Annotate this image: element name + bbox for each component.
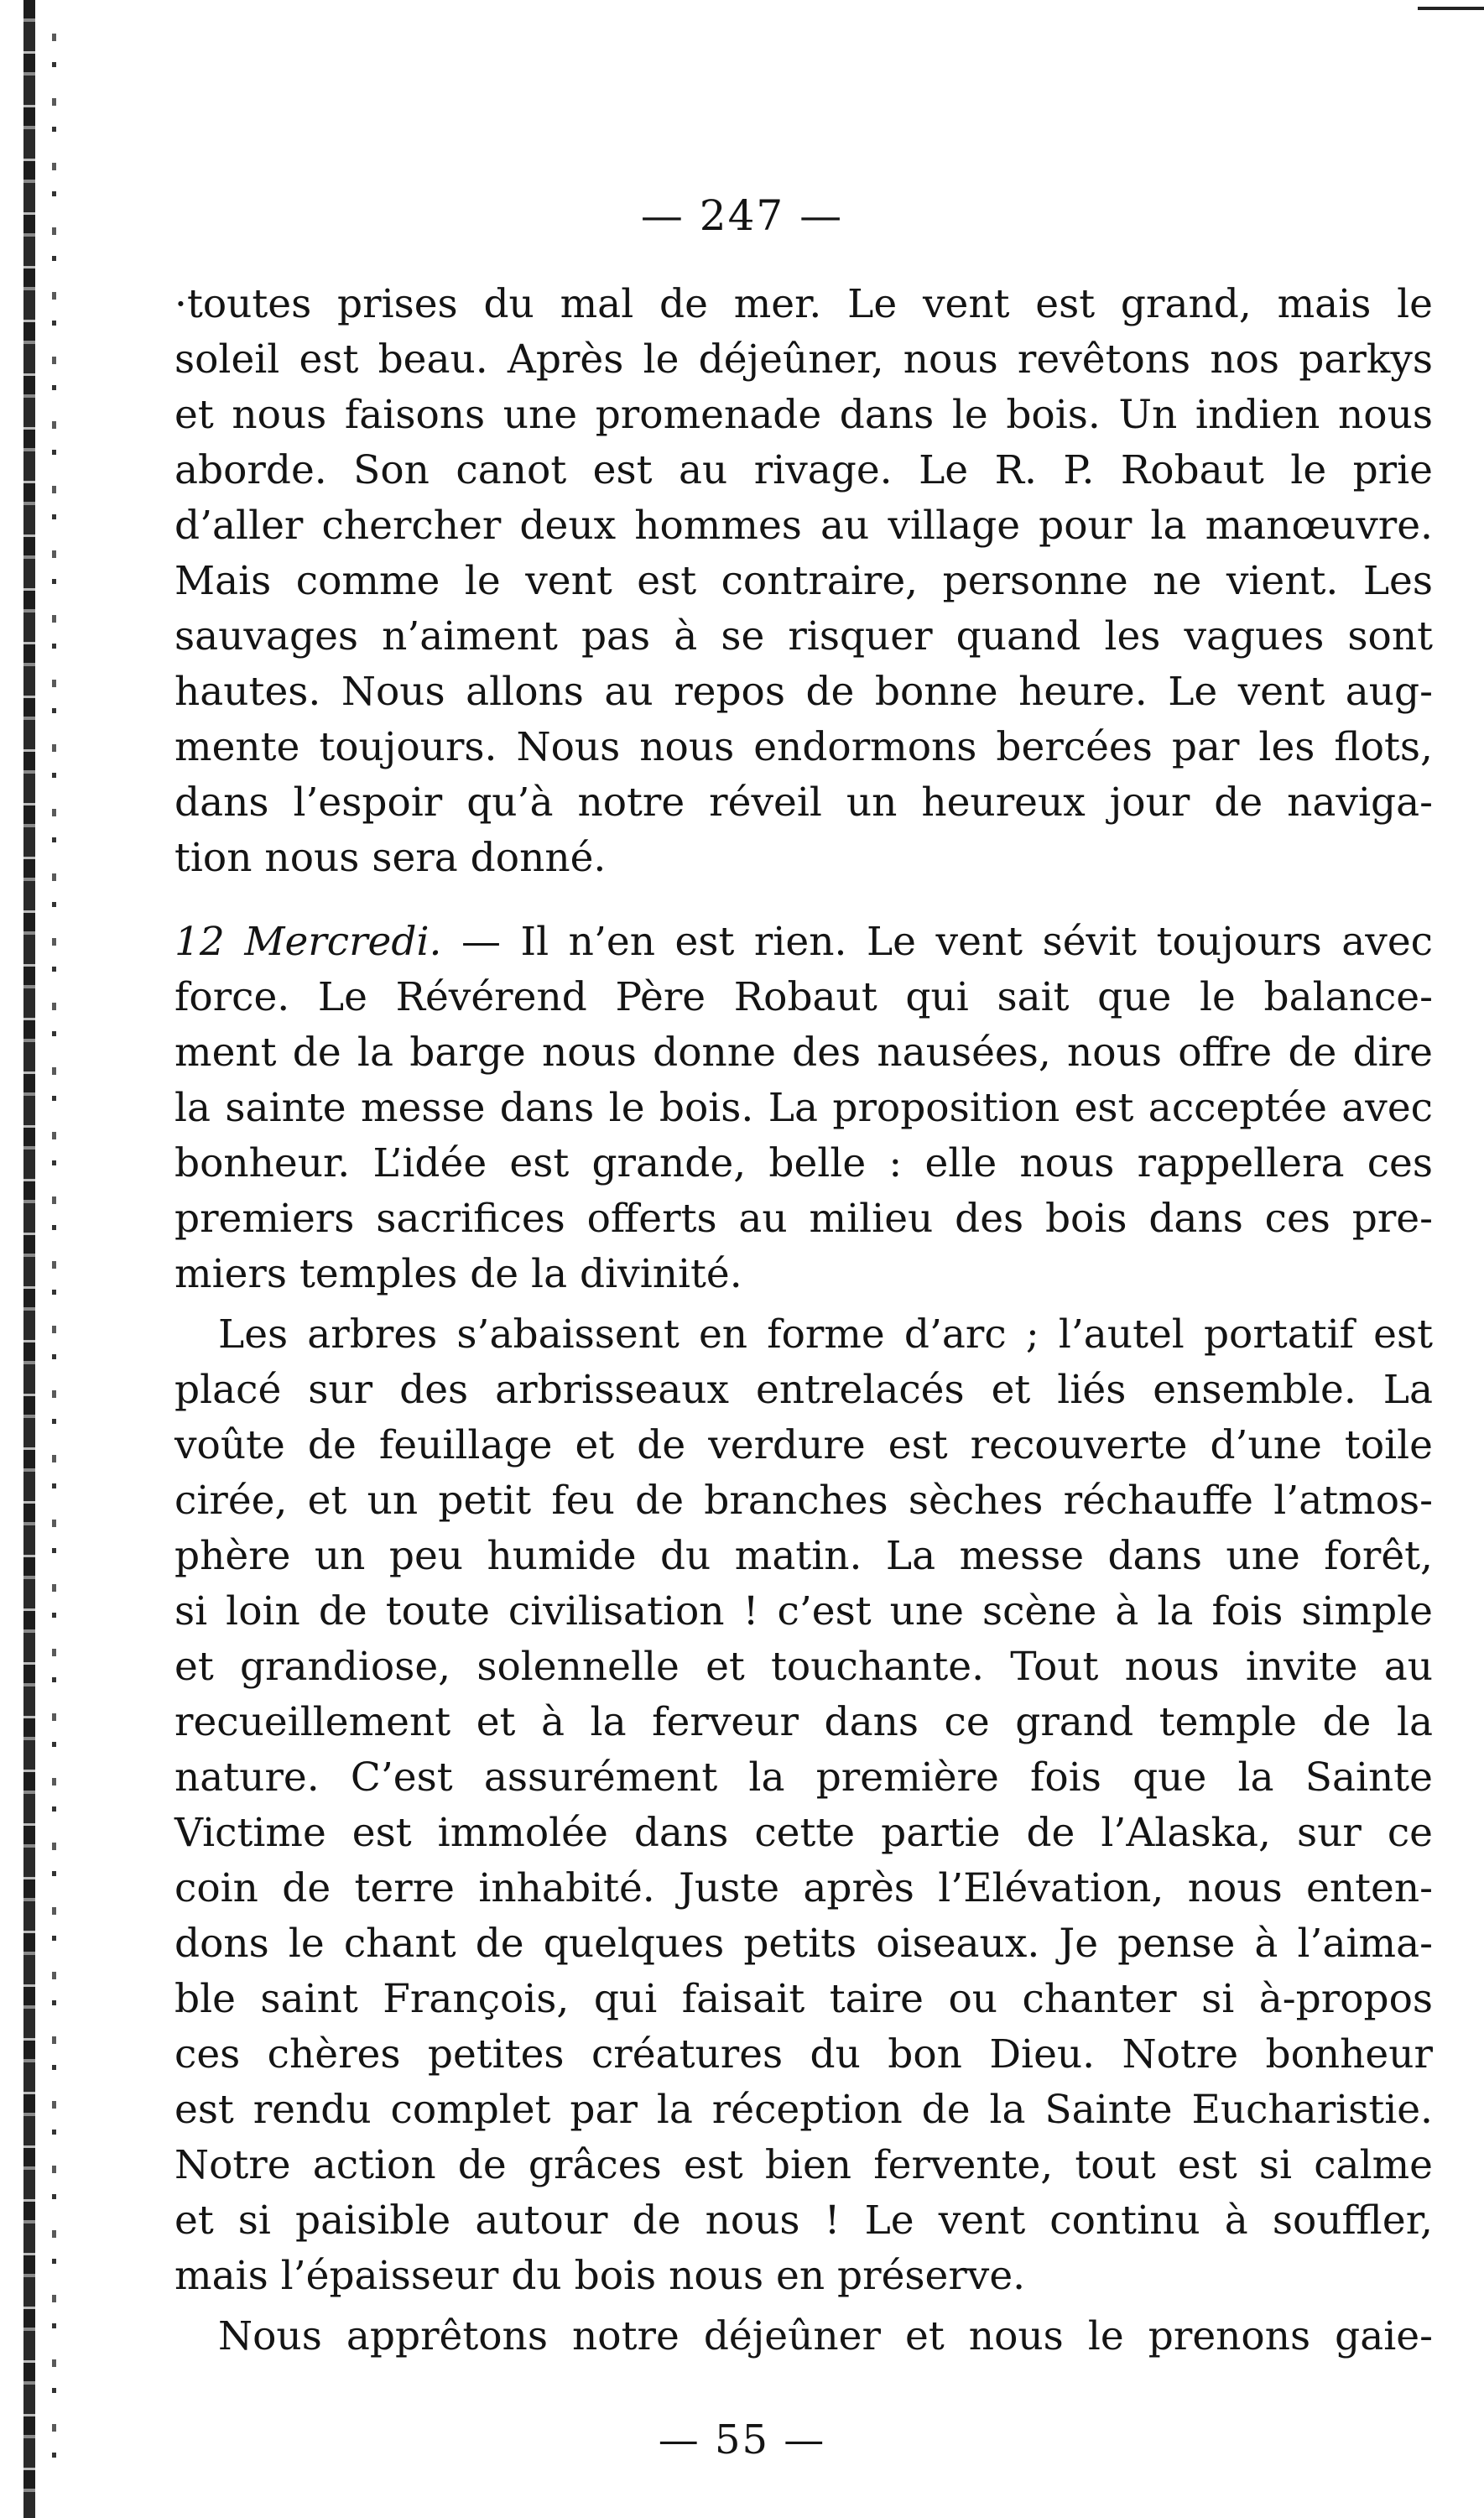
text-line: Mais comme le vent est contraire, personne ne vient. Les	[174, 558, 1433, 604]
date-label: 12 Mercredi.	[174, 919, 442, 965]
paragraph-3	[174, 1307, 1433, 2304]
text-line: force. Le Révérend Père Robaut qui sait que le balance-	[174, 974, 1433, 1020]
text-line: et nous faisons une promenade dans le bois. Un indien nous	[174, 392, 1433, 438]
page-number: — 247 —	[640, 191, 844, 240]
paragraph-2	[174, 915, 1433, 1302]
text-line: tion nous sera donné.	[174, 835, 607, 881]
corner-mark	[1418, 7, 1484, 10]
signature-mark: — 55 —	[658, 2416, 826, 2463]
text-line-dated	[174, 915, 1433, 970]
text-line: bonheur. L’idée est grande, belle : elle nous rappellera ces	[174, 1140, 1433, 1186]
text-line: hautes. Nous allons au repos de bonne heure. Le vent aug-	[174, 669, 1433, 715]
text-line: Les arbres s’abaissent en forme d’arc ; l’autel portatif est	[218, 1311, 1433, 1358]
text-line: nature. C’est assurément la première fois que la Sainte	[174, 1754, 1433, 1801]
body-text	[174, 277, 1433, 2364]
text-fragment: — Il n’en est rien. Le vent sévit toujours avec	[441, 919, 1433, 965]
text-line: sauvages n’aiment pas à se risquer quand les vagues sont	[174, 613, 1433, 659]
text-line: et grandiose, solennelle et touchante. Tout nous invite au	[174, 1644, 1433, 1690]
text-line: ces chères petites créatures du bon Dieu. Notre bonheur	[174, 2031, 1433, 2077]
text-line: si loin de toute civilisation ! c’est une scène à la fois simple	[174, 1588, 1433, 1634]
text-line: ble saint François, qui faisait taire ou chanter si à-propos	[174, 1976, 1433, 2022]
text-line: Victime est immolée dans cette partie de l’Alaska, sur ce	[174, 1810, 1433, 1856]
binding-edge-shadow	[52, 34, 56, 2484]
text-line: cirée, et un petit feu de branches sèches réchauffe l’atmos-	[174, 1478, 1433, 1524]
text-line: voûte de feuillage et de verdure est recouverte d’une toile	[174, 1422, 1433, 1468]
text-line: la sainte messe dans le bois. La proposition est acceptée avec	[174, 1085, 1433, 1131]
text-line: ment de la barge nous donne des nausées, nous offre de dire	[174, 1030, 1433, 1076]
text-line: mente toujours. Nous nous endormons bercées par les flots,	[174, 724, 1433, 770]
text-line: Notre action de grâces est bien fervente, tout est si calme	[174, 2142, 1433, 2188]
text-line: coin de terre inhabité. Juste après l’Elévation, nous enten-	[174, 1865, 1433, 1911]
text-line: et si paisible autour de nous ! Le vent continu à souffler,	[174, 2197, 1433, 2244]
text-line: placé sur des arbrisseaux entrelacés et liés ensemble. La	[174, 1367, 1433, 1413]
paragraph-1	[174, 277, 1433, 886]
binding-edge	[23, 0, 35, 2518]
text-line: premiers sacrifices offerts au milieu des bois dans ces pre-	[174, 1196, 1433, 1242]
text-line: ·toutes prises du mal de mer. Le vent est grand, mais le	[174, 281, 1433, 327]
text-line: est rendu complet par la réception de la Sainte Eucharistie.	[174, 2087, 1433, 2133]
text-line: aborde. Son canot est au rivage. Le R. P. Robaut le prie	[174, 447, 1433, 493]
text-line: dons le chant de quelques petits oiseaux. Je pense à l’aima-	[174, 1921, 1433, 1967]
text-line: miers temples de la divinité.	[174, 1251, 742, 1297]
text-line: soleil est beau. Après le déjeûner, nous revêtons nos parkys	[174, 336, 1433, 383]
text-line: mais l’épaisseur du bois nous en préserve.	[174, 2253, 1026, 2299]
text-line: Nous apprêtons notre déjeûner et nous le prenons gaie-	[218, 2313, 1433, 2359]
paragraph-4	[174, 2309, 1433, 2364]
text-line: d’aller chercher deux hommes au village pour la manœuvre.	[174, 503, 1433, 549]
text-line: phère un peu humide du matin. La messe dans une forêt,	[174, 1533, 1433, 1579]
text-line: recueillement et à la ferveur dans ce grand temple de la	[174, 1699, 1433, 1745]
text-line: dans l’espoir qu’à notre réveil un heureux jour de naviga-	[174, 779, 1433, 826]
